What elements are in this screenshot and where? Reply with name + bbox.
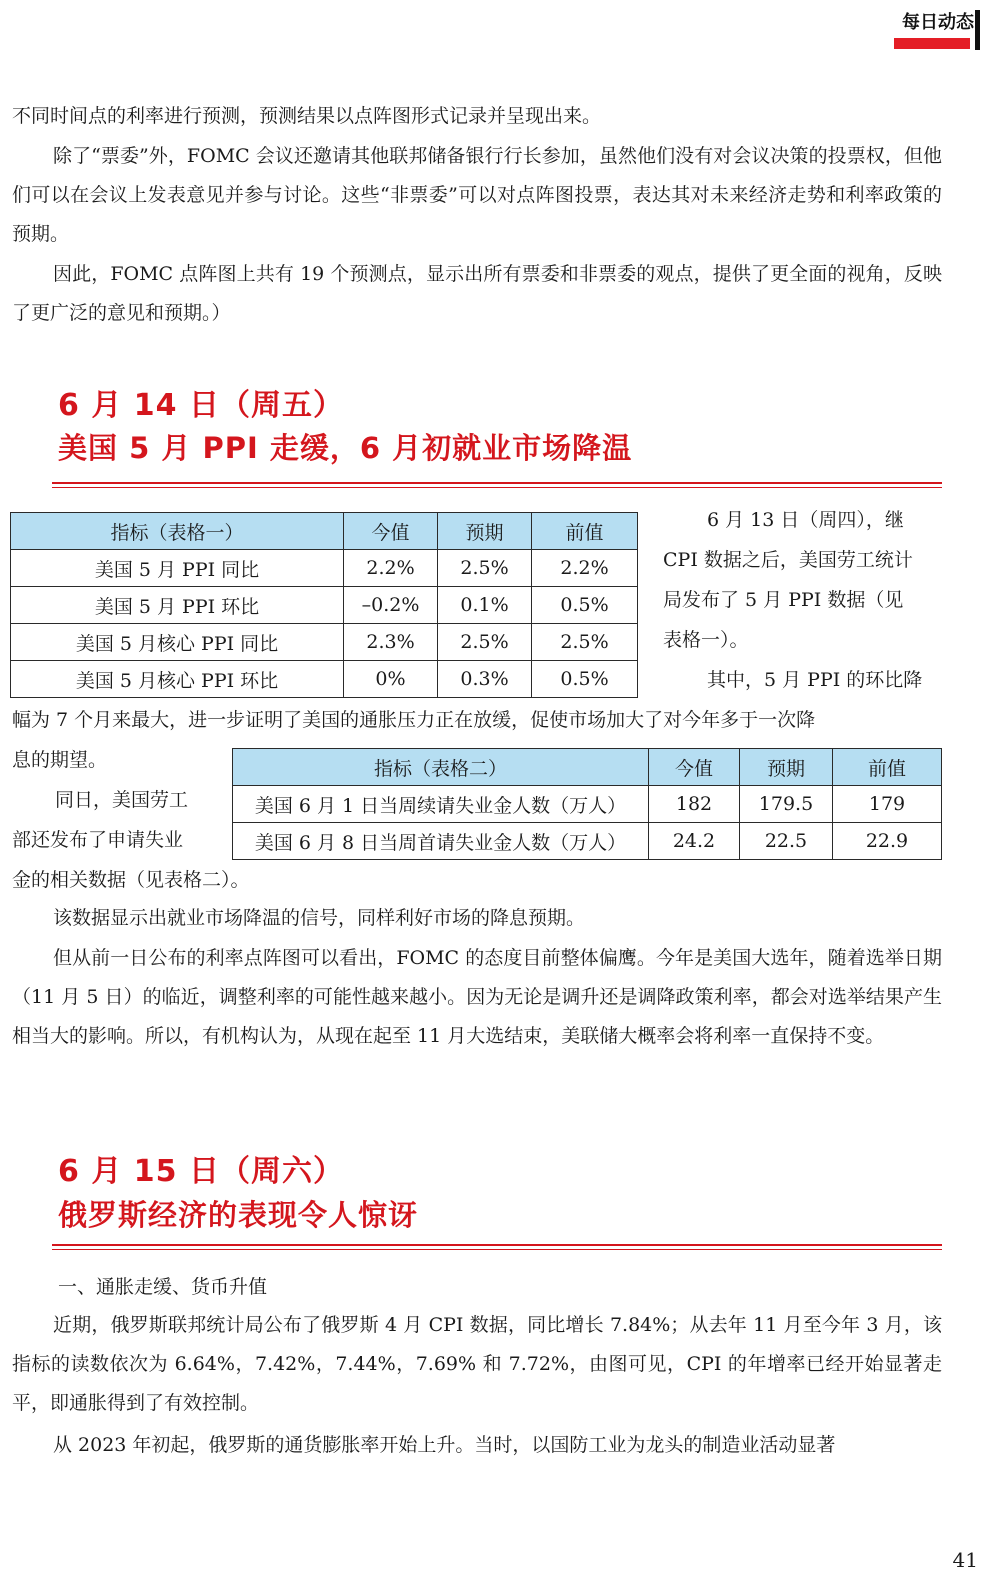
section2-paragraph-2: 从 2023 年初起，俄罗斯的通货膨胀率开始上升。当时，以国防工业为龙头的制造业活动显著 <box>53 1434 836 1456</box>
left-text-line: 部还发布了申请失业 <box>12 829 184 851</box>
side-text-line: 局发布了 5 月 PPI 数据（见 <box>663 589 904 611</box>
table-cell: 179.5 <box>740 786 833 823</box>
section2-subheading: 一、通胀走缓、货币升值 <box>58 1276 268 1298</box>
section-tag-divider <box>975 10 980 50</box>
left-text-line: 同日，美国劳工 <box>55 789 189 811</box>
table2-header-row <box>233 749 942 786</box>
table-cell: 2.5% <box>438 624 532 661</box>
section1-date: 6 月 14 日（周五） <box>58 388 344 423</box>
section2-date: 6 月 15 日（周六） <box>58 1154 344 1189</box>
table-cell: –0.2% <box>344 587 438 624</box>
table-cell: 22.9 <box>833 823 942 860</box>
table2-header-cell: 指标（表格二） <box>233 749 649 786</box>
table2-header-cell: 今值 <box>649 749 740 786</box>
page-number: 41 <box>952 1548 978 1572</box>
section-tag <box>898 8 978 34</box>
full-text-line: 幅为 7 个月来最大，进一步证明了美国的通胀压力正在放缓，促使市场加大了对今年多于一次降 <box>12 709 816 731</box>
table-cell: 0.1% <box>438 587 532 624</box>
left-text-line: 息的期望。 <box>12 749 108 771</box>
table-cell: 美国 6 月 1 日当周续请失业金人数（万人） <box>233 786 649 823</box>
table1-header-row <box>11 513 638 550</box>
section-tag-label: 每日动态 <box>902 12 974 33</box>
table-cell: 22.5 <box>740 823 833 860</box>
side-text-line: 其中，5 月 PPI 的环比降 <box>707 669 923 691</box>
intro-paragraph-3: 因此，FOMC 点阵图上共有 19 个预测点，显示出所有票委和非票委的观点，提供了更全面的视角，反映了更广泛的意见和预期。） <box>12 263 942 324</box>
table1-header-cell: 预期 <box>438 513 532 550</box>
side-text-line: CPI 数据之后，美国劳工统计 <box>663 549 913 571</box>
side-text-line: 表格一）。 <box>663 629 749 651</box>
table-cell: 0.5% <box>532 587 638 624</box>
table1-header-cell: 今值 <box>344 513 438 550</box>
table-cell: 2.2% <box>532 550 638 587</box>
table-row <box>233 823 942 860</box>
table-row <box>11 661 638 698</box>
table-cell: 美国 5 月 PPI 环比 <box>11 587 344 624</box>
indicator-table-1 <box>10 512 638 698</box>
table-cell: 0.5% <box>532 661 638 698</box>
table-cell: 美国 5 月核心 PPI 同比 <box>11 624 344 661</box>
section2-divider <box>52 1244 942 1250</box>
section1-divider <box>52 482 942 488</box>
table-row <box>11 550 638 587</box>
table-row <box>233 786 942 823</box>
table-row <box>11 624 638 661</box>
table-cell: 美国 5 月核心 PPI 环比 <box>11 661 344 698</box>
table2-header-cell: 前值 <box>833 749 942 786</box>
table-cell: 美国 6 月 8 日当周首请失业金人数（万人） <box>233 823 649 860</box>
table-cell: 182 <box>649 786 740 823</box>
table-row <box>11 587 638 624</box>
table-cell: 0% <box>344 661 438 698</box>
table-cell: 2.5% <box>532 624 638 661</box>
intro-paragraph-1: 不同时间点的利率进行预测，预测结果以点阵图形式记录并呈现出来。 <box>12 105 602 127</box>
section1-paragraph-4: 该数据显示出就业市场降温的信号，同样利好市场的降息预期。 <box>53 907 586 929</box>
section1-title: 美国 5 月 PPI 走缓，6 月初就业市场降温 <box>58 431 633 465</box>
indicator-table-2 <box>232 748 942 860</box>
table-cell: 179 <box>833 786 942 823</box>
side-text-line: 6 月 13 日（周四），继 <box>707 509 904 531</box>
section2-paragraph-1: 近期，俄罗斯联邦统计局公布了俄罗斯 4 月 CPI 数据，同比增长 7.84%；从去年 11 月至今年 3 月，该指标的读数依次为 6.64%，7.42%，7.44%，7.69% 和 7.72%，由图可见，CPI 的年增率已经开始显著走平，即通胀得到了有效控制。 <box>12 1314 942 1414</box>
intro-paragraph-2: 除了“票委”外，FOMC 会议还邀请其他联邦储备银行行长参加，虽然他们没有对会议决策的投票权，但他们可以在会议上发表意见并参与讨论。这些“非票委”可以对点阵图投票，表达其对未来经济走势和利率政策的预期。 <box>12 145 942 245</box>
table-cell: 美国 5 月 PPI 同比 <box>11 550 344 587</box>
table1-header-cell: 指标（表格一） <box>11 513 344 550</box>
section1-paragraph-5: 但从前一日公布的利率点阵图可以看出，FOMC 的态度目前整体偏鹰。今年是美国大选年，随着选举日期（11 月 5 日）的临近，调整利率的可能性越来越小。因为无论是调升还是调降政策利率，都会对选举结果产生相当大的影响。所以，有机构认为，从现在起至 11 月大选结束，美联储大概率会将利率一直保持不变。 <box>12 947 942 1047</box>
table-cell: 2.5% <box>438 550 532 587</box>
table2-header-cell: 预期 <box>740 749 833 786</box>
left-text-line: 金的相关数据（见表格二）。 <box>12 869 250 891</box>
table-cell: 0.3% <box>438 661 532 698</box>
section-tag-red-bar <box>894 38 970 49</box>
table1-header-cell: 前值 <box>532 513 638 550</box>
table-cell: 2.3% <box>344 624 438 661</box>
section2-title: 俄罗斯经济的表现令人惊讶 <box>58 1198 419 1232</box>
table-cell: 24.2 <box>649 823 740 860</box>
table-cell: 2.2% <box>344 550 438 587</box>
